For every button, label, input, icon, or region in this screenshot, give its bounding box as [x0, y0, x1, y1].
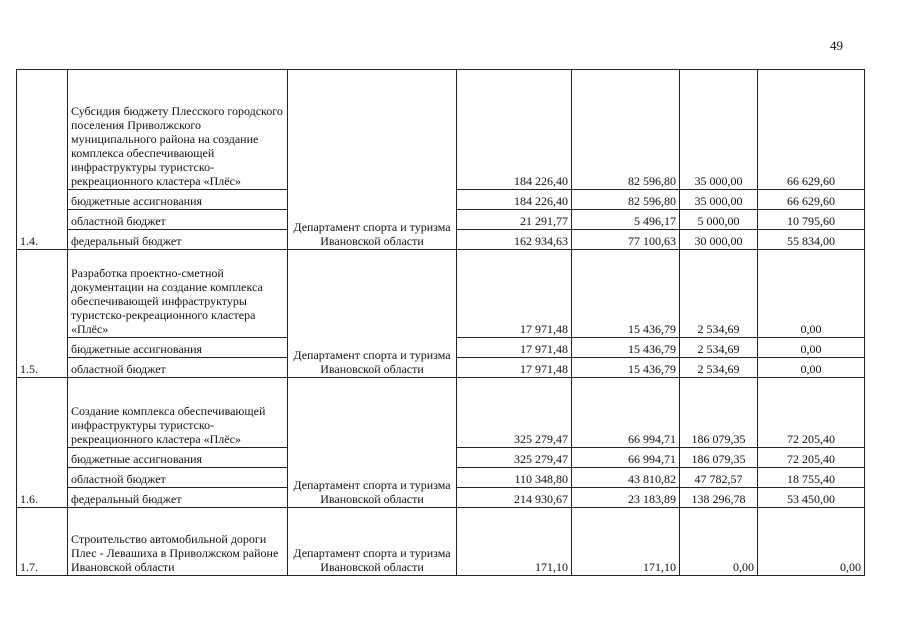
row-title: Субсидия бюджету Плесского городского поселения Приволжского муниципального района на создание комплекса обеспечивающей инфраструктуры туристско-рекреационного кластера «Плёс»: [68, 70, 288, 190]
row-title: Создание комплекса обеспечивающей инфраструктуры туристско-рекреационного кластера «Плёс»: [68, 378, 288, 448]
row-title: Строительство автомобильной дороги Плес - Левашиха в Приволжском районе Ивановской области: [68, 508, 288, 576]
total-cell: 171,10: [457, 508, 572, 576]
row-number: 1.4.: [17, 70, 68, 250]
year2-cell: 2 534,69: [680, 338, 758, 358]
year1-cell: 5 496,17: [572, 210, 680, 230]
year3-cell: 10 795,60: [758, 210, 865, 230]
department-cell: Департамент спорта и туризма Ивановской области: [288, 508, 457, 576]
year2-cell: 35 000,00: [680, 70, 758, 190]
year3-cell: 66 629,60: [758, 190, 865, 210]
table-row: [17, 250, 865, 338]
total-cell: 325 279,47: [457, 378, 572, 448]
year3-cell: 0,00: [758, 250, 865, 338]
row-title: Разработка проектно-сметной документации на создание комплекса обеспечивающей инфраструктуры туристско-рекреационного кластера «Плёс»: [68, 250, 288, 338]
year3-cell: 66 629,60: [758, 70, 865, 190]
total-cell: 110 348,80: [457, 468, 572, 488]
year3-cell: 53 450,00: [758, 488, 865, 508]
year2-cell: 47 782,57: [680, 468, 758, 488]
year1-cell: 171,10: [572, 508, 680, 576]
total-cell: 325 279,47: [457, 448, 572, 468]
sub-label: бюджетные ассигнования: [68, 448, 288, 468]
total-cell: 214 930,67: [457, 488, 572, 508]
sub-label: федеральный бюджет: [68, 230, 288, 250]
year1-cell: 15 436,79: [572, 250, 680, 338]
total-cell: 184 226,40: [457, 70, 572, 190]
table-row: [17, 378, 865, 448]
sub-label: областной бюджет: [68, 358, 288, 378]
sub-label: бюджетные ассигнования: [68, 190, 288, 210]
page-number: 49: [830, 38, 843, 53]
year3-cell: 0,00: [758, 508, 865, 576]
year2-cell: 186 079,35: [680, 378, 758, 448]
year3-cell: 55 834,00: [758, 230, 865, 250]
year3-cell: 0,00: [758, 358, 865, 378]
total-cell: 21 291,77: [457, 210, 572, 230]
total-cell: 17 971,48: [457, 338, 572, 358]
sub-label: федеральный бюджет: [68, 488, 288, 508]
year1-cell: 82 596,80: [572, 190, 680, 210]
total-cell: 17 971,48: [457, 250, 572, 338]
row-number: 1.6.: [17, 378, 68, 508]
year2-cell: 0,00: [680, 508, 758, 576]
year3-cell: 72 205,40: [758, 378, 865, 448]
table-row: [17, 508, 865, 576]
year2-cell: 186 079,35: [680, 448, 758, 468]
year1-cell: 43 810,82: [572, 468, 680, 488]
department-cell: Департамент спорта и туризма Ивановской области: [288, 250, 457, 378]
total-cell: 17 971,48: [457, 358, 572, 378]
sub-label: бюджетные ассигнования: [68, 338, 288, 358]
row-number: 1.7.: [17, 508, 68, 576]
year3-cell: 72 205,40: [758, 448, 865, 468]
year1-cell: 15 436,79: [572, 338, 680, 358]
row-number: 1.5.: [17, 250, 68, 378]
year3-cell: 0,00: [758, 338, 865, 358]
year1-cell: 66 994,71: [572, 378, 680, 448]
department-cell: Департамент спорта и туризма Ивановской области: [288, 70, 457, 250]
table-row: [17, 70, 865, 190]
total-cell: 184 226,40: [457, 190, 572, 210]
sub-label: областной бюджет: [68, 468, 288, 488]
year2-cell: 2 534,69: [680, 250, 758, 338]
year2-cell: 5 000,00: [680, 210, 758, 230]
year1-cell: 77 100,63: [572, 230, 680, 250]
total-cell: 162 934,63: [457, 230, 572, 250]
year1-cell: 66 994,71: [572, 448, 680, 468]
year2-cell: 35 000,00: [680, 190, 758, 210]
year1-cell: 15 436,79: [572, 358, 680, 378]
year1-cell: 82 596,80: [572, 70, 680, 190]
year2-cell: 2 534,69: [680, 358, 758, 378]
budget-table: [16, 69, 865, 576]
year3-cell: 18 755,40: [758, 468, 865, 488]
department-cell: Департамент спорта и туризма Ивановской области: [288, 378, 457, 508]
year2-cell: 138 296,78: [680, 488, 758, 508]
year1-cell: 23 183,89: [572, 488, 680, 508]
sub-label: областной бюджет: [68, 210, 288, 230]
year2-cell: 30 000,00: [680, 230, 758, 250]
